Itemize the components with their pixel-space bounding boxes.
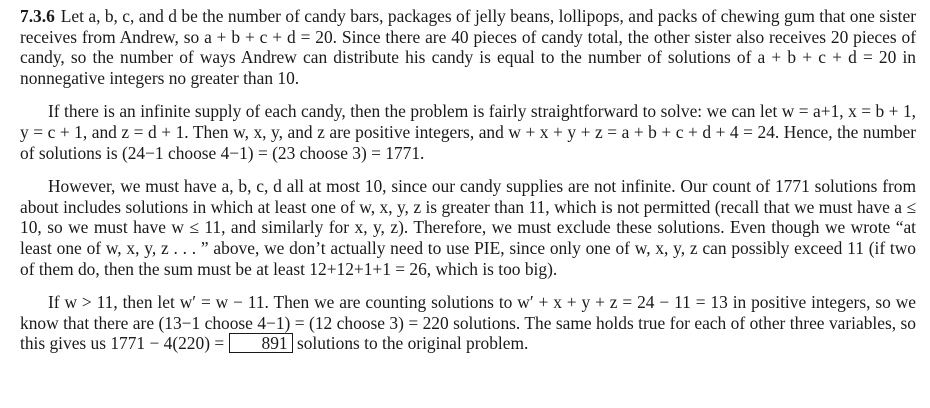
paragraph-3: However, we must have a, b, c, d all at most 10, since our candy supplies are not infinite. Our count of 1771 solutions from about includes solutions in which at least one of w, x, y, z is greater than 11, which is not permitted (recall that we must have a ≤ 10, so we must have w ≤ 11, and similarly for x, y, z). Therefore, we must exclude these solutions. Even though we wrote “at least one of w, x, y, z . . . ” above, we don’t actually need to use PIE, since only one of w, x, y, z can possibly exceed 11 (if two of them do, then the sum must be at least 12+12+1+1 = 26, which is too big). [20, 176, 916, 279]
paragraph-4 [20, 292, 916, 354]
paragraph-4-text: If w > 11, then let w′ = w − 11. Then we are counting solutions to w′ + x + y + z = 24 − 11 = 13 in positive integers, so we know that there are (13−1 choose 4−1) = (12 choose 3) = 220 solutions. The same holds true for each of other three variables, so this gives us 1771 − 4(220) = [20, 292, 916, 354]
paragraph-2: If there is an infinite supply of each candy, then the problem is fairly straightforward to solve: we can let w = a+1, x = b + 1, y = c + 1, and z = d + 1. Then w, x, y, and z are positive integers, and w + x + y + z = a + b + c + d + 4 = 24. Hence, the number of solutions is (24−1 choose 4−1) = (23 choose 3) = 1771. [20, 101, 916, 163]
paragraph-1 [20, 6, 916, 88]
closing-text: solutions to the original problem. [296, 333, 529, 354]
answer-box: 891 [229, 333, 293, 353]
problem-number: 7.3.6 [20, 6, 55, 26]
paragraph-1-text: Let a, b, c, and d be the number of candy bars, packages of jelly beans, lollipops, and packs of chewing gum that one sister receives from Andrew, so a + b + c + d = 20. Since there are 40 pieces of candy total, the other sister also receives 20 pieces of candy, so the number of ways Andrew can distribute his candy is equal to the number of solutions of a + b + c + d = 20 in nonnegative integers no greater than 10. [20, 6, 916, 88]
